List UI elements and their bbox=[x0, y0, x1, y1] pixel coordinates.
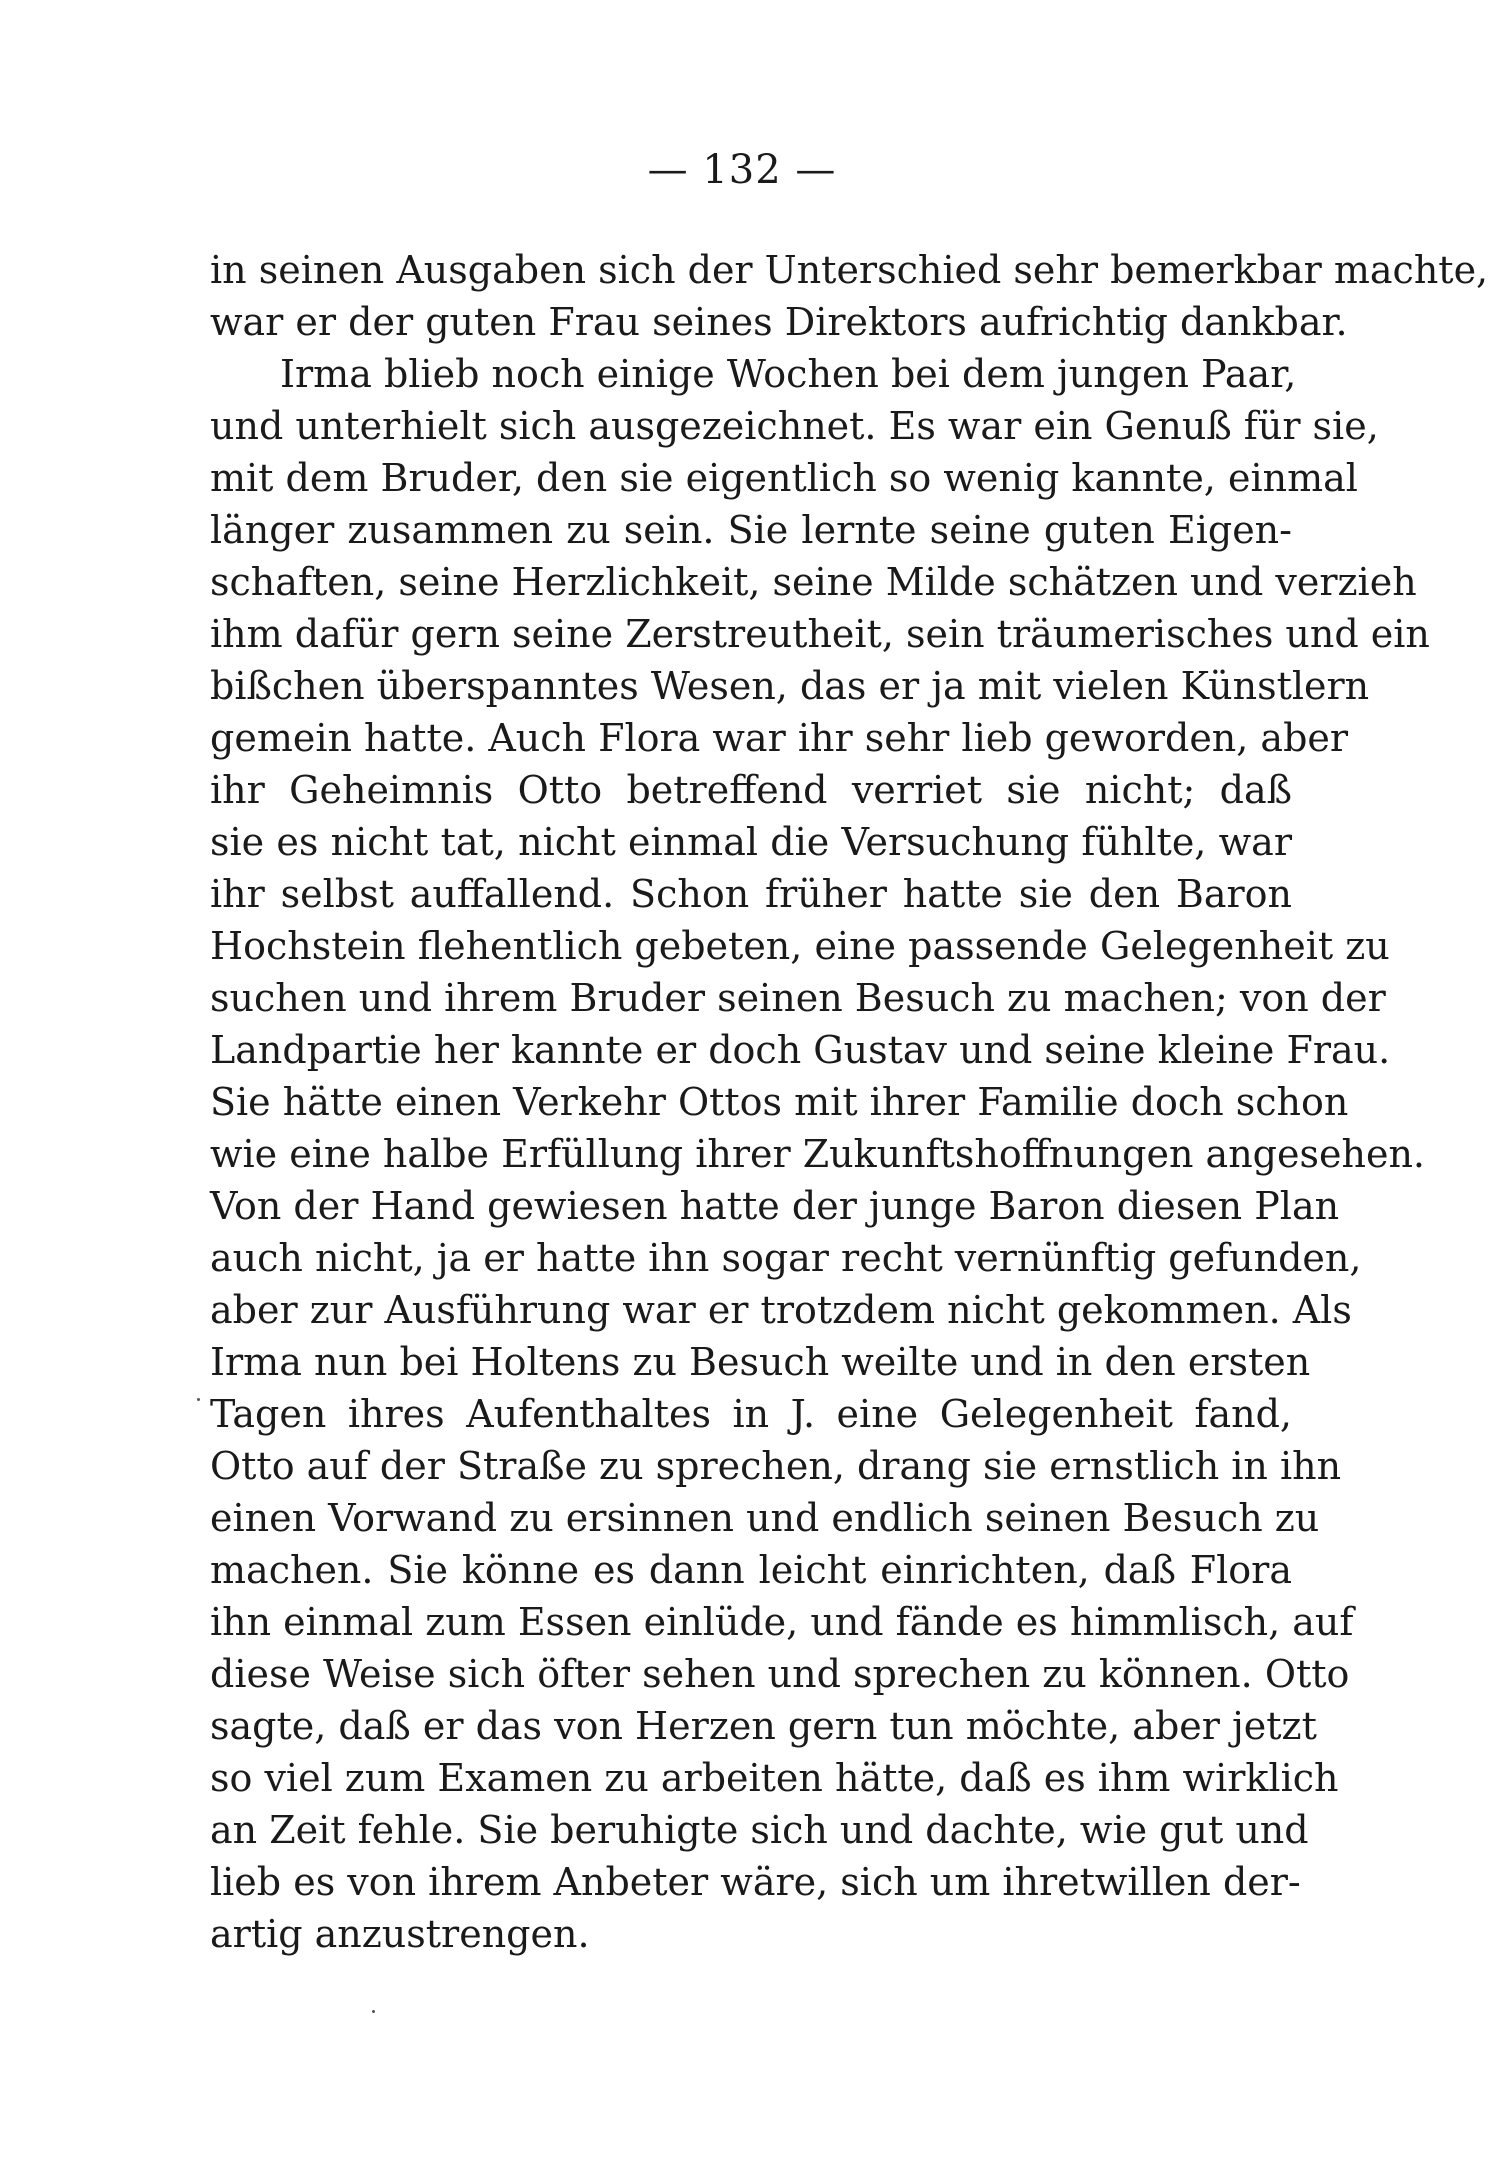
text-line: ihm dafür gern seine Zerstreutheit, sein träumerisches und ein bbox=[210, 612, 1430, 656]
body-text bbox=[210, 244, 1488, 1960]
paper-speck bbox=[197, 1398, 200, 1401]
text-line: länger zusammen zu sein. Sie lernte seine guten Eigen- bbox=[210, 508, 1292, 552]
text-line: gemein hatte. Auch Flora war ihr sehr lieb geworden, aber bbox=[210, 716, 1349, 760]
text-line: auch nicht, ja er hatte ihn sogar recht vernünftig gefunden, bbox=[210, 1236, 1362, 1280]
text-line: sagte, daß er das von Herzen gern tun möchte, aber jetzt bbox=[210, 1704, 1317, 1748]
text-line: wie eine halbe Erfüllung ihrer Zukunftshoffnungen angesehen. bbox=[210, 1132, 1425, 1176]
text-line: artig anzustrengen. bbox=[210, 1912, 590, 1956]
text-line: Landpartie her kannte er doch Gustav und seine kleine Frau. bbox=[210, 1028, 1391, 1072]
text-line: war er der guten Frau seines Direktors aufrichtig dankbar. bbox=[210, 300, 1348, 344]
text-line: an Zeit fehle. Sie beruhigte sich und dachte, wie gut und bbox=[210, 1808, 1309, 1852]
text-line: suchen und ihrem Bruder seinen Besuch zu machen; von der bbox=[210, 976, 1386, 1020]
text-line: ihr Geheimnis Otto betreffend verriet sie nicht; daß bbox=[210, 768, 1292, 812]
text-line: Irma nun bei Holtens zu Besuch weilte und in den ersten bbox=[210, 1340, 1311, 1384]
text-line: Von der Hand gewiesen hatte der junge Baron diesen Plan bbox=[210, 1184, 1340, 1228]
text-line: schaften, seine Herzlichkeit, seine Milde schätzen und verzieh bbox=[210, 560, 1417, 604]
text-line: einen Vorwand zu ersinnen und endlich seinen Besuch zu bbox=[210, 1496, 1320, 1540]
text-line: Hochstein flehentlich gebeten, eine passende Gelegenheit zu bbox=[210, 924, 1390, 968]
text-line: so viel zum Examen zu arbeiten hätte, daß es ihm wirklich bbox=[210, 1756, 1339, 1800]
text-line: lieb es von ihrem Anbeter wäre, sich um ihretwillen der- bbox=[210, 1860, 1301, 1904]
text-line: bißchen überspanntes Wesen, das er ja mit vielen Künstlern bbox=[210, 664, 1370, 708]
text-line: Sie hätte einen Verkehr Ottos mit ihrer Familie doch schon bbox=[210, 1080, 1349, 1124]
paper-speck bbox=[372, 2010, 375, 2013]
text-line: in seinen Ausgaben sich der Unterschied sehr bemerkbar machte, bbox=[210, 248, 1488, 292]
text-line: mit dem Bruder, den sie eigentlich so wenig kannte, einmal bbox=[210, 456, 1358, 500]
text-line: sie es nicht tat, nicht einmal die Versuchung fühlte, war bbox=[210, 820, 1292, 864]
text-line: ihr selbst auffallend. Schon früher hatte sie den Baron bbox=[210, 872, 1292, 916]
text-line: machen. Sie könne es dann leicht einrichten, daß Flora bbox=[210, 1548, 1292, 1592]
text-line: diese Weise sich öfter sehen und sprechen zu können. Otto bbox=[210, 1652, 1350, 1696]
text-line: Irma blieb noch einige Wochen bei dem jungen Paar, bbox=[280, 352, 1297, 396]
text-line: und unterhielt sich ausgezeichnet. Es war ein Genuß für sie, bbox=[210, 404, 1379, 448]
page-number bbox=[0, 147, 1484, 193]
text-line: Otto auf der Straße zu sprechen, drang sie ernstlich in ihn bbox=[210, 1444, 1342, 1488]
text-line: ihn einmal zum Essen einlüde, und fände es himmlisch, auf bbox=[210, 1600, 1354, 1644]
page-number-text: — 132 — bbox=[647, 147, 837, 193]
text-line: Tagen ihres Aufenthaltes in J. eine Gelegenheit fand, bbox=[210, 1392, 1292, 1436]
text-line: aber zur Ausführung war er trotzdem nicht gekommen. Als bbox=[210, 1288, 1352, 1332]
